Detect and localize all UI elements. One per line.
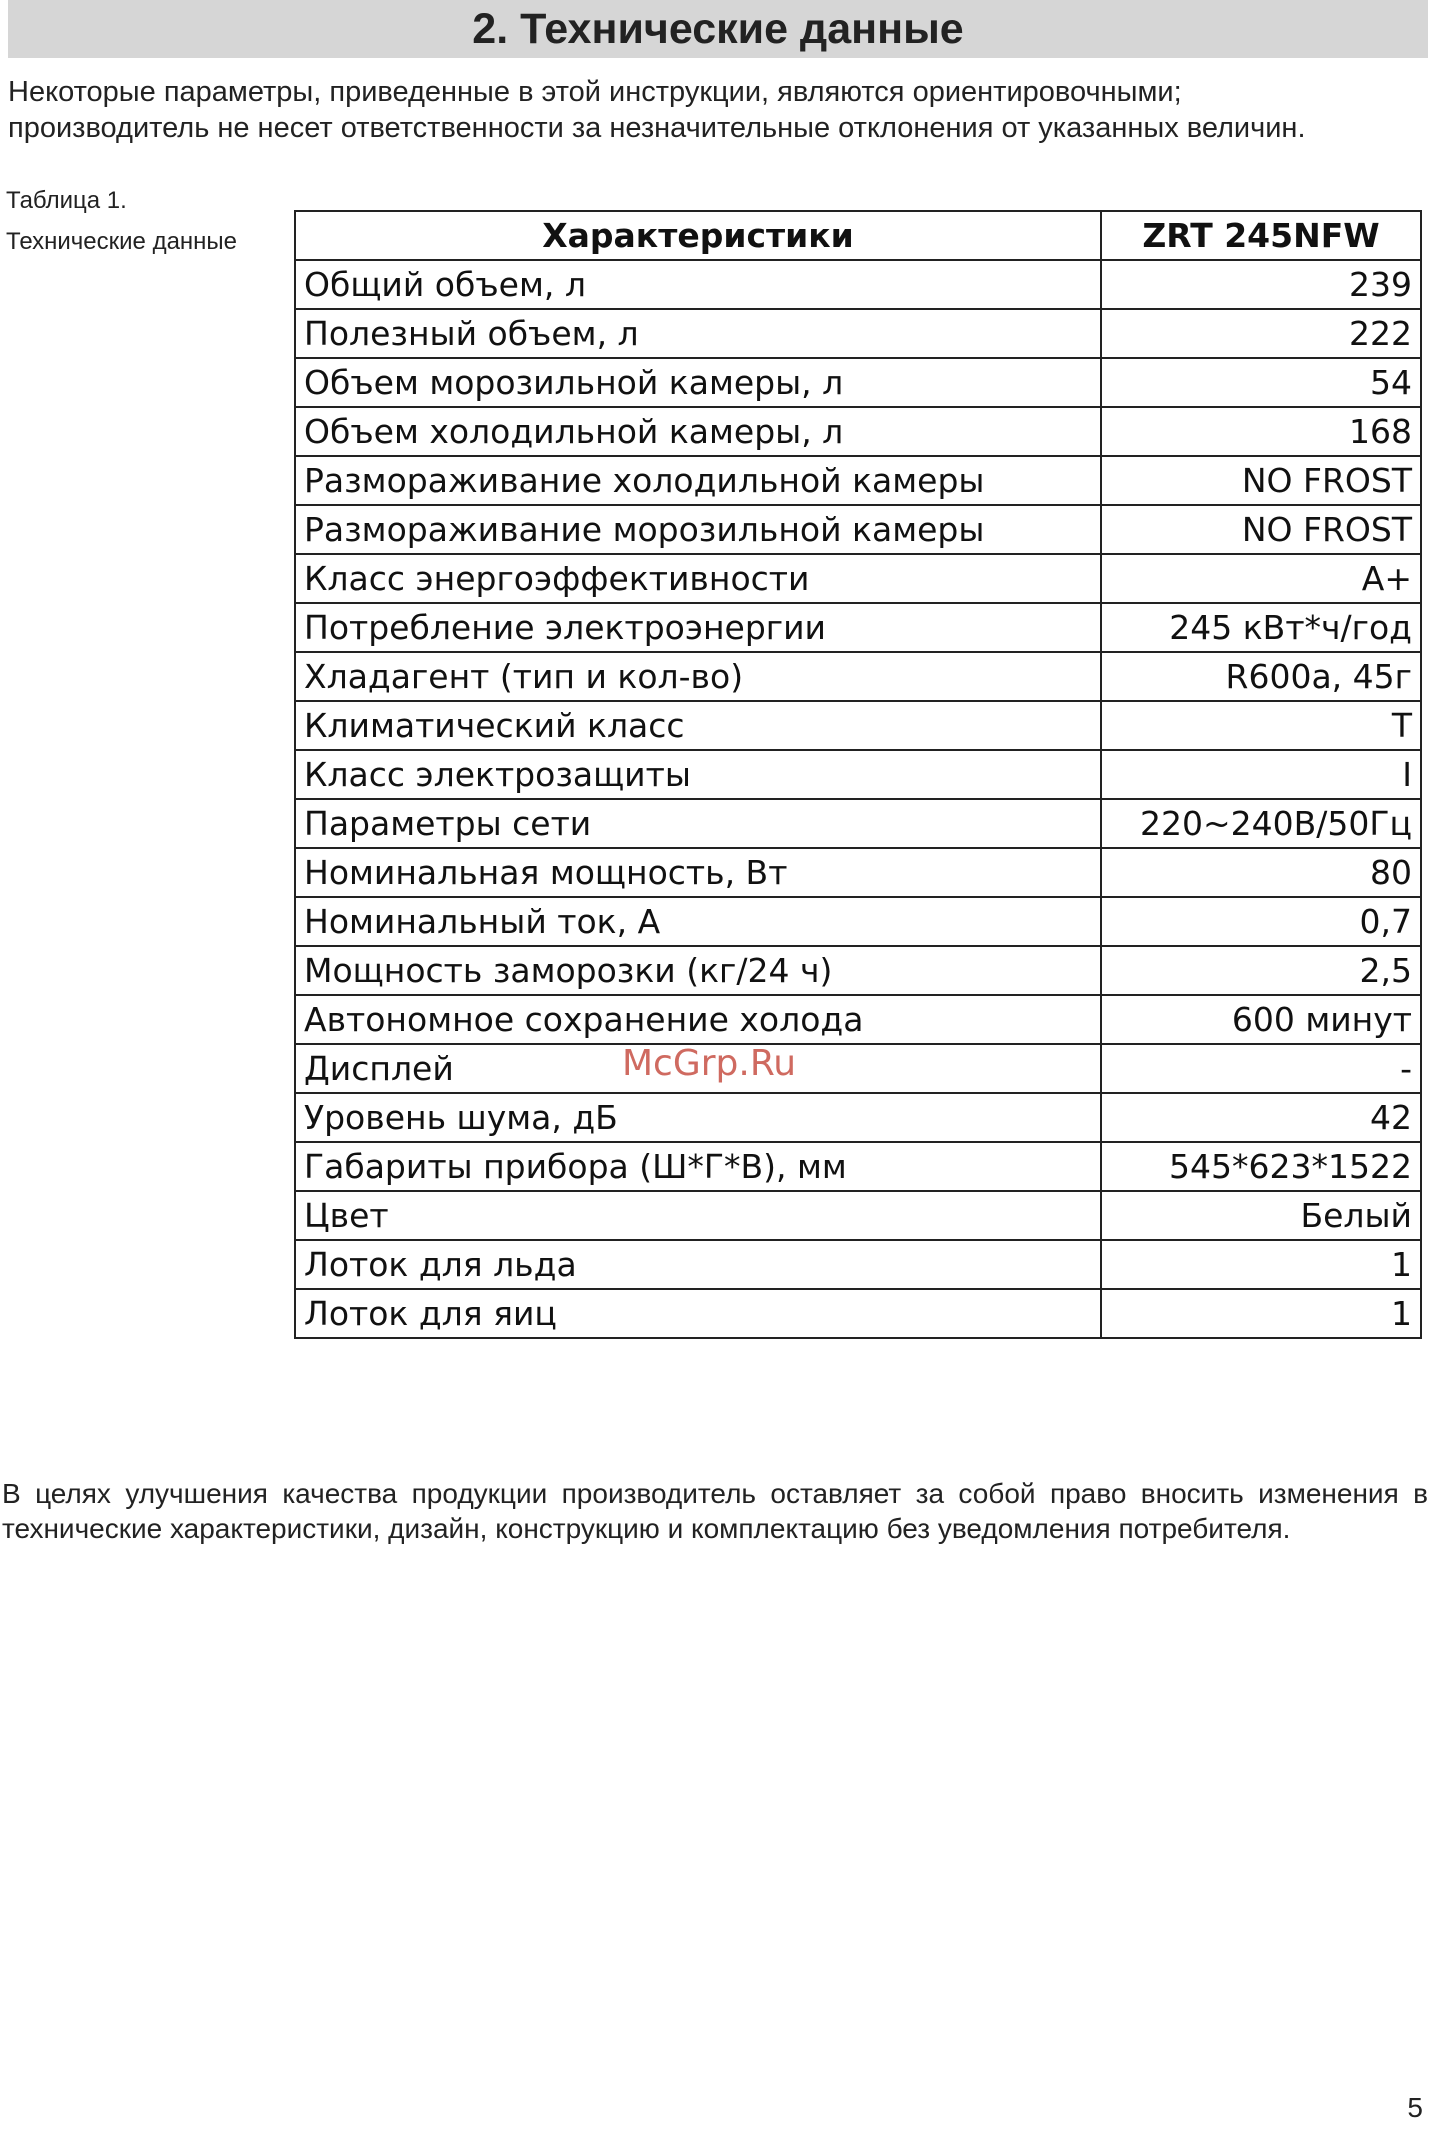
table-row xyxy=(295,1093,1421,1142)
table-row xyxy=(295,456,1421,505)
table-row xyxy=(295,848,1421,897)
spec-value: 545*623*1522 xyxy=(1101,1142,1421,1191)
spec-label: Хладагент (тип и кол-во) xyxy=(295,652,1101,701)
spec-value: 600 минут xyxy=(1101,995,1421,1044)
spec-value: NO FROST xyxy=(1101,456,1421,505)
spec-label: Класс энергоэффективности xyxy=(295,554,1101,603)
column-header-model: ZRT 245NFW xyxy=(1101,211,1421,260)
spec-label: Номинальная мощность, Вт xyxy=(295,848,1101,897)
spec-label: Климатический класс xyxy=(295,701,1101,750)
table-row xyxy=(295,995,1421,1044)
intro-line-1: Некоторые параметры, приведенные в этой инструкции, являются ориентировочными; xyxy=(8,76,1182,108)
spec-value: 245 кВт*ч/год xyxy=(1101,603,1421,652)
spec-value: 220~240В/50Гц xyxy=(1101,799,1421,848)
table-row xyxy=(295,309,1421,358)
spec-label: Автономное сохранение холода xyxy=(295,995,1101,1044)
spec-value: A+ xyxy=(1101,554,1421,603)
spec-value: 2,5 xyxy=(1101,946,1421,995)
table-row xyxy=(295,750,1421,799)
spec-label: Класс электрозащиты xyxy=(295,750,1101,799)
table-row xyxy=(295,701,1421,750)
table-row xyxy=(295,1191,1421,1240)
section-title-band xyxy=(8,0,1428,58)
table-row xyxy=(295,1142,1421,1191)
spec-label: Объем холодильной камеры, л xyxy=(295,407,1101,456)
table-row xyxy=(295,1240,1421,1289)
spec-value: 1 xyxy=(1101,1289,1421,1338)
spec-value: NO FROST xyxy=(1101,505,1421,554)
table-row xyxy=(295,260,1421,309)
spec-label: Цвет xyxy=(295,1191,1101,1240)
spec-value: R600a, 45г xyxy=(1101,652,1421,701)
spec-label: Размораживание морозильной камеры xyxy=(295,505,1101,554)
table-row xyxy=(295,603,1421,652)
table-name: Технические данные xyxy=(6,228,238,255)
footer-note-text: В целях улучшения качества продукции производитель оставляет за собой право вносить изменения в технические характеристики, дизайн, конструкцию и комплектацию без уведомления потребителя. xyxy=(2,1478,1428,1544)
table-caption xyxy=(6,180,237,262)
table-number: Таблица 1. xyxy=(6,187,127,214)
specs-table xyxy=(294,210,1422,1339)
spec-label: Полезный объем, л xyxy=(295,309,1101,358)
spec-label: Объем морозильной камеры, л xyxy=(295,358,1101,407)
spec-label: Лоток для льда xyxy=(295,1240,1101,1289)
spec-label: Общий объем, л xyxy=(295,260,1101,309)
watermark: McGrp.Ru xyxy=(622,1043,797,1084)
spec-value: T xyxy=(1101,701,1421,750)
spec-value: 222 xyxy=(1101,309,1421,358)
spec-label: Лоток для яиц xyxy=(295,1289,1101,1338)
table-header-row xyxy=(295,211,1421,260)
spec-value: 168 xyxy=(1101,407,1421,456)
column-header-characteristics: Характеристики xyxy=(295,211,1101,260)
table-row xyxy=(295,554,1421,603)
spec-value: - xyxy=(1101,1044,1421,1093)
footer-note xyxy=(2,1476,1428,1546)
table-row xyxy=(295,1044,1421,1093)
table-row xyxy=(295,946,1421,995)
spec-value: 80 xyxy=(1101,848,1421,897)
spec-label: Габариты прибора (Ш*Г*В), мм xyxy=(295,1142,1101,1191)
table-row xyxy=(295,897,1421,946)
spec-label: Размораживание холодильной камеры xyxy=(295,456,1101,505)
spec-value: 1 xyxy=(1101,1240,1421,1289)
table-row xyxy=(295,407,1421,456)
spec-value: Белый xyxy=(1101,1191,1421,1240)
spec-label: Потребление электроэнергии xyxy=(295,603,1101,652)
intro-line-2: производитель не несет ответственности за незначительные отклонения от указанных величин. xyxy=(8,112,1306,144)
spec-value: 42 xyxy=(1101,1093,1421,1142)
table-row xyxy=(295,358,1421,407)
table-row xyxy=(295,505,1421,554)
table-row xyxy=(295,652,1421,701)
spec-value: I xyxy=(1101,750,1421,799)
spec-value: 239 xyxy=(1101,260,1421,309)
spec-label: Дисплей xyxy=(295,1044,1101,1093)
table-body xyxy=(295,260,1421,1338)
table-row xyxy=(295,799,1421,848)
table-row xyxy=(295,1289,1421,1338)
page-number: 5 xyxy=(1407,2092,1423,2123)
page-title: 2. Технические данные xyxy=(472,4,964,53)
spec-label: Уровень шума, дБ xyxy=(295,1093,1101,1142)
spec-value: 54 xyxy=(1101,358,1421,407)
spec-value: 0,7 xyxy=(1101,897,1421,946)
spec-label: Номинальный ток, А xyxy=(295,897,1101,946)
spec-label: Параметры сети xyxy=(295,799,1101,848)
intro-paragraph xyxy=(8,74,1428,146)
spec-label: Мощность заморозки (кг/24 ч) xyxy=(295,946,1101,995)
